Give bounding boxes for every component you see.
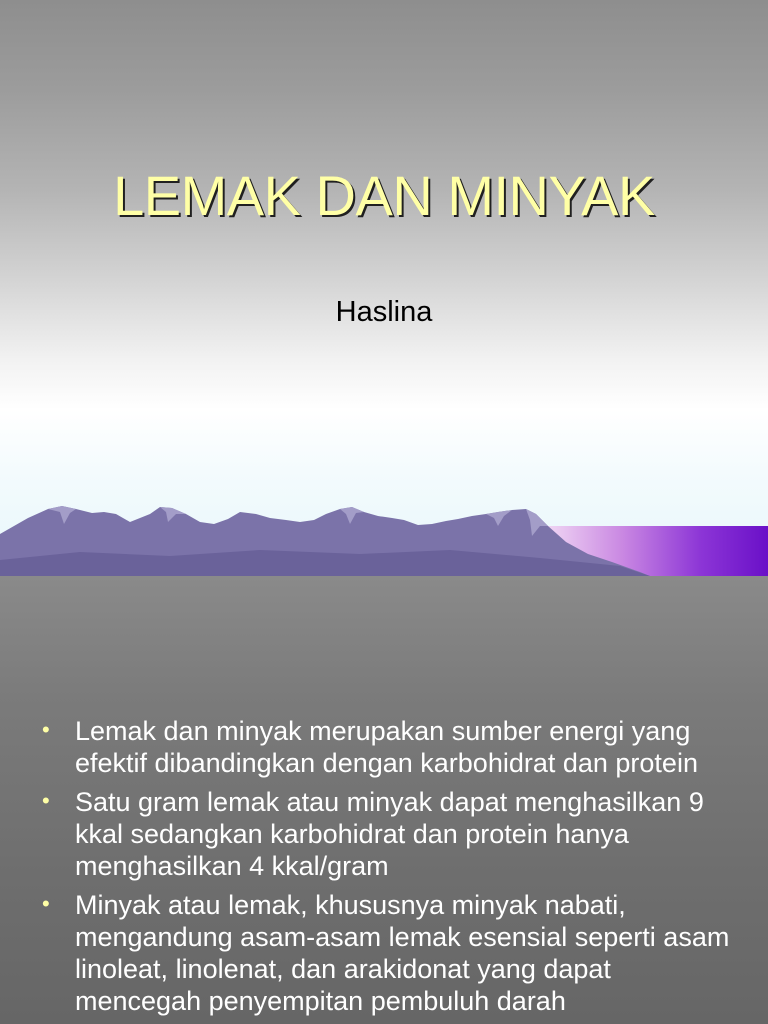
content-slide — [0, 576, 768, 1024]
bullet-text: Lemak dan minyak merupakan sumber energi yang efektif dibandingkan dengan karbohidrat dan protein — [75, 716, 698, 778]
bullet-item — [42, 889, 742, 1017]
bullet-marker: • — [42, 788, 50, 813]
slide-subtitle: Haslina — [335, 296, 433, 328]
bullet-item — [42, 786, 742, 882]
bullet-text: Satu gram lemak atau minyak dapat menghasilkan 9 kkal sedangkan karbohidrat dan protein hanya menghasilkan 4 kkal/gram — [75, 787, 704, 881]
bullet-text: Minyak atau lemak, khususnya minyak nabati, mengandung asam-asam lemak esensial seperti asam linoleat, linolenat, dan arakidonat yang dapat mencegah penyempitan pembuluh darah — [75, 890, 730, 1016]
slide-title: LEMAK DAN MINYAK — [113, 164, 655, 227]
bullet-marker: • — [42, 891, 50, 916]
bullet-marker: • — [42, 717, 50, 742]
bullet-item — [42, 715, 742, 779]
bullet-list — [42, 715, 742, 1024]
mountain-range-illustration — [0, 500, 768, 576]
